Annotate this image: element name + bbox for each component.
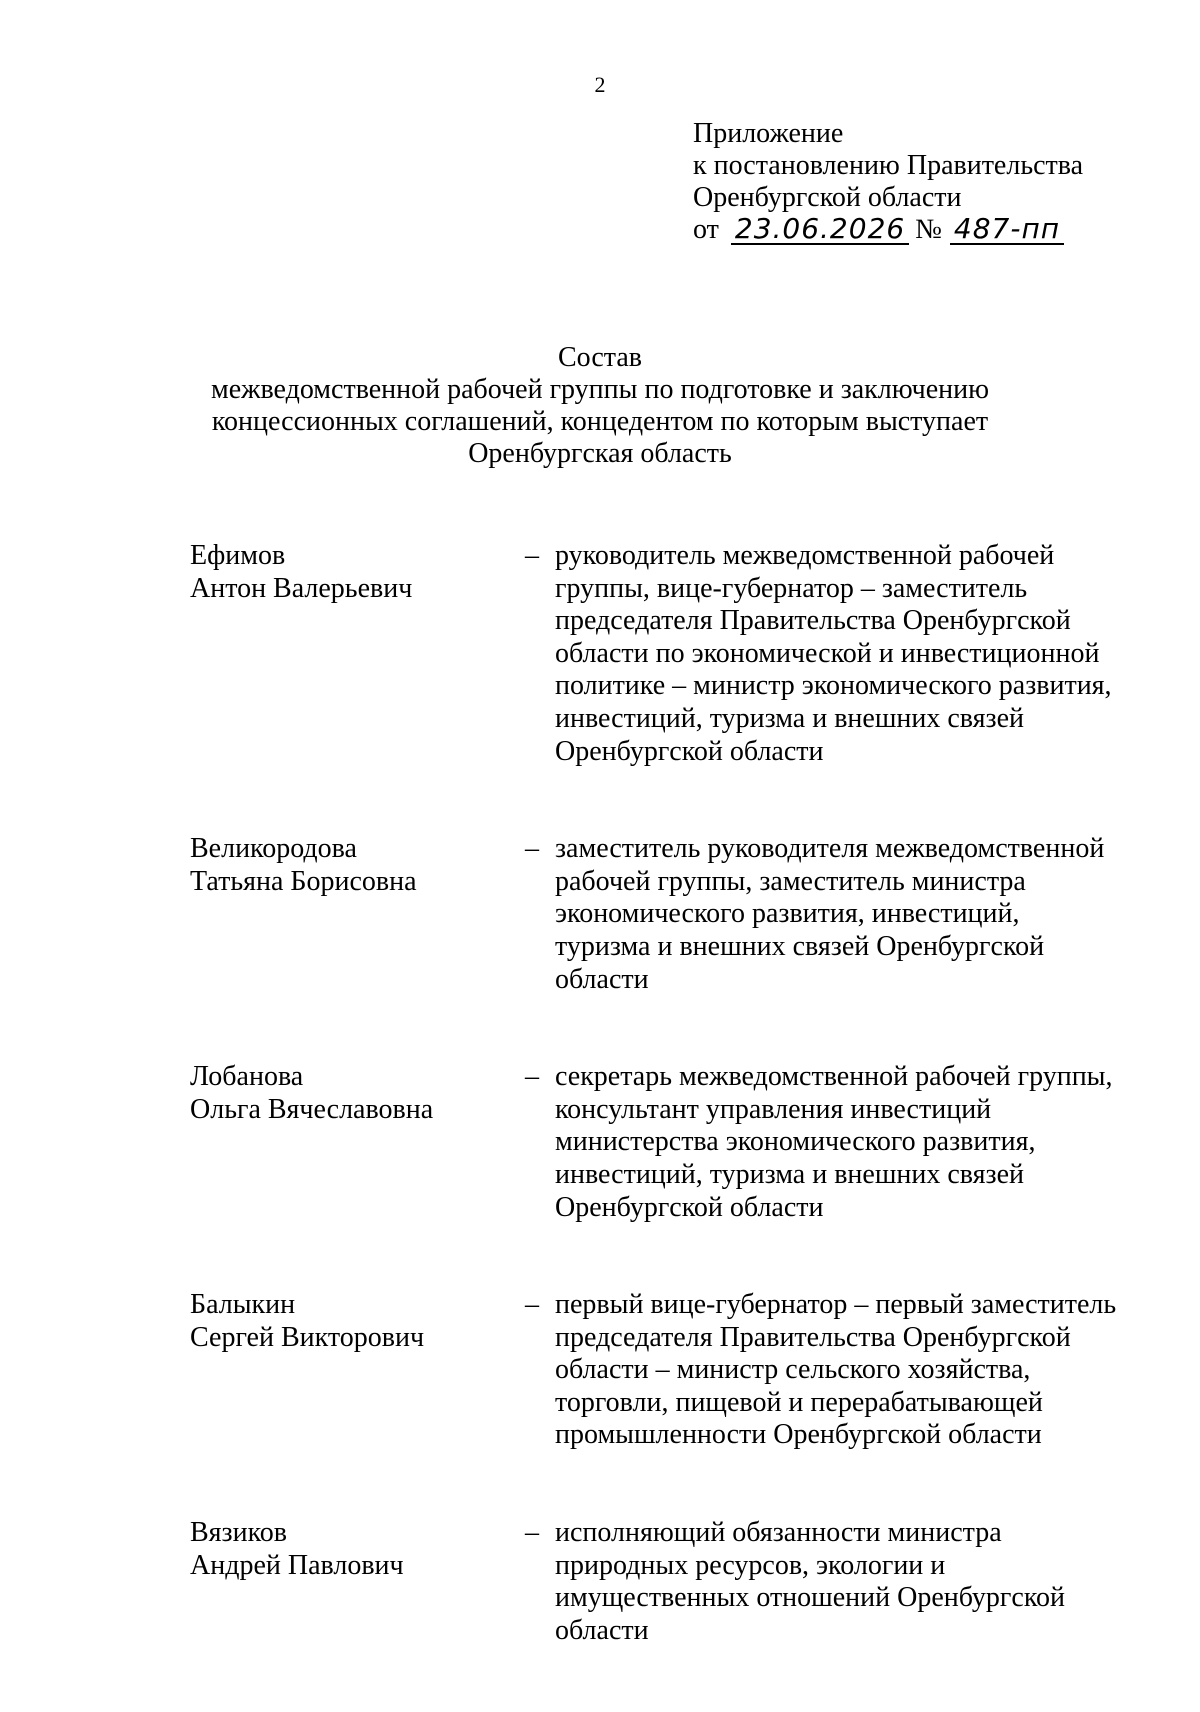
title-line-2: межведомственной рабочей группы по подготовке и заключению [210, 374, 990, 405]
member-role: руководитель межведомственной рабочей группы, вице-губернатор – заместитель председателя Правительства Оренбургской области по экономической и инвестиционной политике – министр экономического развития, инвестиций, туризма и внешних связей Оренбургской области [555, 540, 1112, 767]
member-role: заместитель руководителя межведомственной рабочей группы, заместитель министра экономического развития, инвестиций, туризма и внешних связей Оренбургской области [555, 833, 1105, 995]
member-surname: Ефимов [190, 540, 286, 571]
member-given-names: Андрей Павлович [190, 1549, 404, 1581]
member-given-names: Антон Валерьевич [190, 572, 413, 604]
member-name [190, 540, 525, 768]
title-line-4: Оренбургская область [468, 438, 732, 469]
member-name [190, 833, 525, 996]
number-label: № [915, 214, 942, 245]
page-number: 2 [594, 72, 606, 97]
member-role: исполняющий обязанности министра природных ресурсов, экологии и имущественных отношений Оренбургской области [555, 1517, 1066, 1646]
document-title [160, 342, 1040, 470]
member-name [190, 1289, 525, 1452]
member-entry [190, 1517, 1130, 1647]
member-given-names: Татьяна Борисовна [190, 865, 417, 897]
member-dash: – [525, 1517, 539, 1549]
appendix-region: Оренбургской области [693, 182, 962, 213]
appendix-title: Приложение [693, 118, 844, 149]
appendix-date-number-line [693, 214, 1083, 246]
member-entry [190, 833, 1130, 996]
member-dash: – [525, 1289, 539, 1321]
handwritten-date: 23.06.2026 [731, 215, 909, 245]
member-entry [190, 1289, 1130, 1452]
member-name [190, 1061, 525, 1224]
member-surname: Балыкин [190, 1289, 296, 1321]
member-entry [190, 1061, 1130, 1224]
from-label: от [693, 214, 719, 245]
member-dash: – [525, 1061, 539, 1093]
member-given-names: Сергей Викторович [190, 1321, 425, 1353]
member-role: секретарь межведомственной рабочей группы, консультант управления инвестиций министерства экономического развития, инвестиций, туризма и внешних связей Оренбургской области [555, 1061, 1113, 1223]
member-name [190, 1517, 525, 1647]
handwritten-number: 487-пп [950, 215, 1064, 245]
member-surname: Вязиков [190, 1517, 288, 1549]
member-role: первый вице-губернатор – первый заместитель председателя Правительства Оренбургской области – министр сельского хозяйства, торговли, пищевой и перерабатывающей промышленности Оренбургской области [555, 1289, 1117, 1451]
title-line-3: концессионных соглашений, концедентом по которым выступает [211, 406, 989, 437]
member-given-names: Ольга Вячеславовна [190, 1093, 434, 1125]
member-dash: – [525, 540, 539, 571]
member-surname: Лобанова [190, 1061, 304, 1093]
member-dash: – [525, 833, 539, 865]
appendix-block [693, 118, 1083, 246]
title-line-1: Состав [557, 342, 643, 373]
appendix-reference: к постановлению Правительства [693, 150, 1084, 181]
member-entry [190, 540, 1130, 768]
member-surname: Великородова [190, 833, 357, 865]
member-list [190, 540, 1130, 1712]
